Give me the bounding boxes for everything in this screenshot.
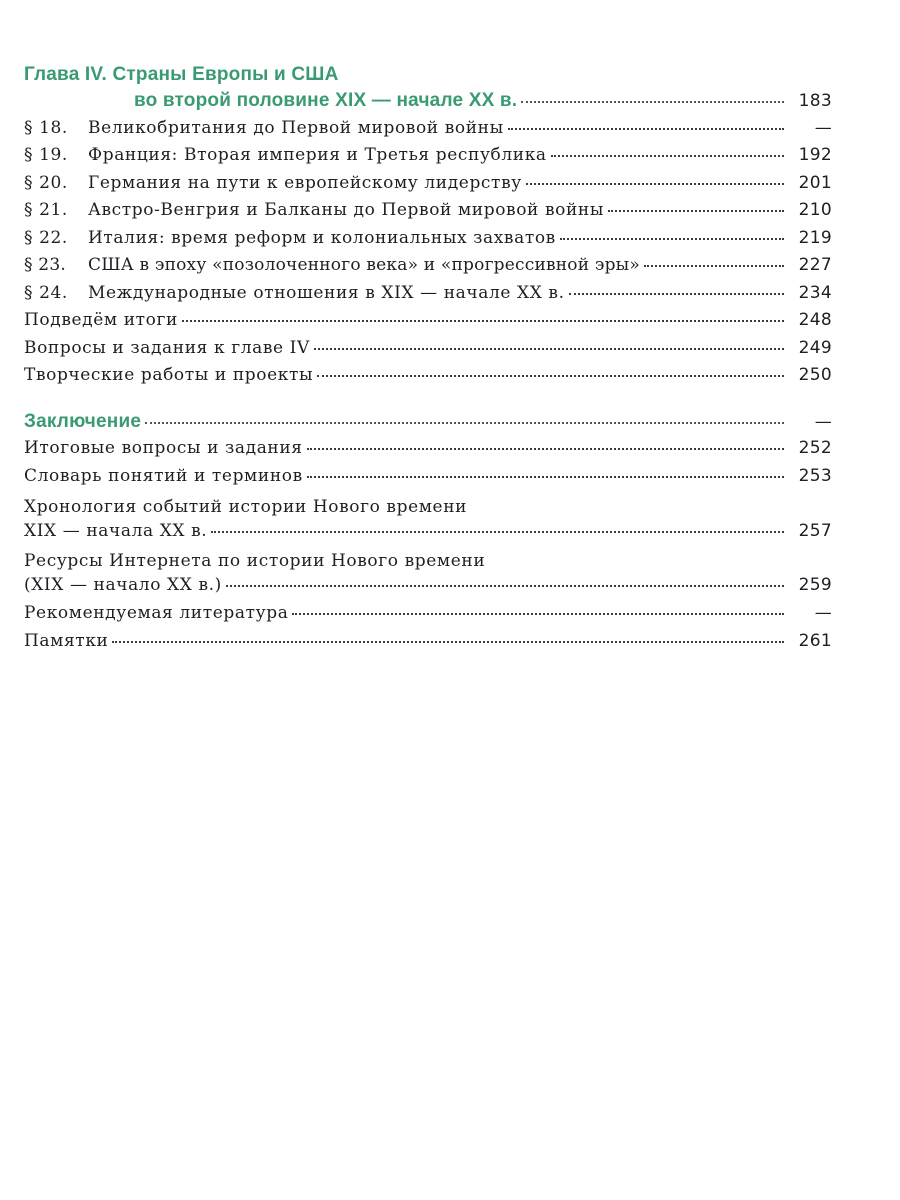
section-title: Франция: Вторая империя и Третья республика (88, 145, 547, 165)
section-title: Германия на пути к европейскому лидерству (88, 172, 522, 193)
page-number: — (814, 603, 832, 623)
page-number: 210 (798, 200, 832, 220)
page-number: 253 (798, 465, 832, 486)
toc-entry-section-18 (24, 115, 832, 143)
section-label: § 22. (24, 227, 68, 248)
toc-entry-memos (24, 628, 832, 656)
toc-entry-internet-resources (24, 572, 832, 600)
section-title: Международные отношения в XIX — начале XX в. (88, 282, 565, 303)
toc-entry-chapter-questions (24, 335, 832, 363)
chapter-page-number: 183 (798, 91, 832, 111)
chapter-title-row (24, 87, 832, 115)
spacer (24, 390, 832, 408)
dot-leader (145, 422, 784, 424)
toc-entry-section-19 (24, 142, 832, 170)
dot-leader (211, 531, 784, 533)
section-label: § 20. (24, 172, 68, 193)
section-title: Италия: время реформ и колониальных захватов (88, 227, 556, 248)
section-label: § 23. (24, 255, 66, 275)
page-number: 252 (798, 438, 832, 458)
section-title: Австро-Венгрия и Балканы до Первой мировой войны (88, 200, 604, 220)
toc-entry-glossary (24, 463, 832, 491)
dot-leader (521, 101, 784, 103)
dot-leader (508, 128, 784, 130)
dot-leader (644, 265, 784, 267)
page-number: 201 (798, 172, 832, 193)
dot-leader (560, 238, 784, 240)
page-number: 259 (798, 575, 832, 595)
page-number: — (814, 411, 832, 432)
page-number: 249 (798, 337, 832, 358)
resources-title-line1: Ресурсы Интернета по истории Нового времени (24, 551, 486, 571)
dot-leader (608, 210, 784, 212)
page-number: 192 (798, 145, 832, 165)
toc-entry-section-22 (24, 225, 832, 253)
toc-entry-conclusion (24, 408, 832, 436)
page-number: 248 (798, 310, 832, 330)
toc-entry-section-23 (24, 252, 832, 280)
conclusion-title: Заключение (24, 410, 142, 432)
page-number: 261 (798, 630, 832, 651)
toc-entry-chronology (24, 518, 832, 546)
section-label: § 19. (24, 145, 68, 165)
entry-title: Подведём итоги (24, 310, 178, 330)
toc-entry-summary (24, 307, 832, 335)
entry-title: Итоговые вопросы и задания (24, 438, 303, 458)
section-label: § 18. (24, 117, 68, 138)
chapter-title-line2: во второй половине XIX — начале XX в. (134, 90, 518, 111)
entry-title: Вопросы и задания к главе IV (24, 337, 310, 358)
section-title: США в эпоху «позолоченного века» и «прогрессивной эры» (88, 255, 640, 275)
dot-leader (182, 320, 784, 322)
entry-title: Творческие работы и проекты (24, 365, 314, 385)
entry-title: Словарь понятий и терминов (24, 465, 303, 486)
chapter-title-line1: Глава IV. Страны Европы и США (24, 64, 339, 85)
toc-entry-section-21 (24, 197, 832, 225)
dot-leader (307, 476, 784, 478)
chronology-title-line2: XIX — начала XX в. (24, 521, 208, 541)
dot-leader (226, 585, 784, 587)
resources-title-line2: (XIX — начало XX в.) (24, 575, 222, 595)
toc-entry-section-20 (24, 170, 832, 198)
toc-entry-recommended-literature (24, 600, 832, 628)
dot-leader (307, 448, 784, 450)
entry-title: Памятки (24, 630, 109, 651)
toc-entry-section-24 (24, 280, 832, 308)
section-label: § 21. (24, 200, 68, 220)
toc-entry-final-questions (24, 435, 832, 463)
page-number: 227 (798, 255, 832, 275)
dot-leader (551, 155, 784, 157)
page-number: 250 (798, 365, 832, 385)
table-of-contents (24, 62, 832, 655)
chronology-title-line1: Хронология событий истории Нового времени (24, 497, 468, 517)
dot-leader (569, 293, 784, 295)
section-label: § 24. (24, 282, 68, 303)
entry-title: Рекомендуемая литература (24, 603, 289, 623)
dot-leader (314, 348, 784, 350)
page-number: 234 (798, 282, 832, 303)
dot-leader (317, 375, 784, 377)
page-number: — (814, 117, 832, 138)
dot-leader (112, 641, 784, 643)
section-title: Великобритания до Первой мировой войны (88, 117, 504, 138)
dot-leader (292, 613, 784, 615)
toc-entry-creative-works (24, 362, 832, 390)
page-number: 219 (798, 227, 832, 248)
dot-leader (526, 183, 784, 185)
page-number: 257 (798, 521, 832, 541)
